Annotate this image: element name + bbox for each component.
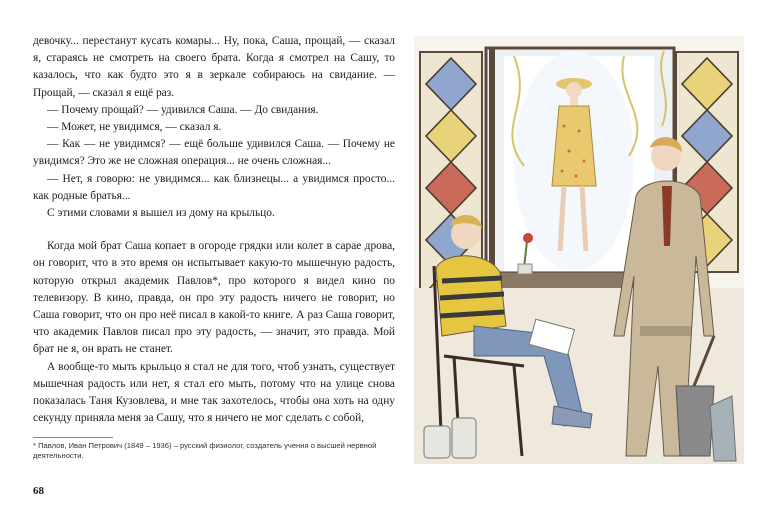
footnote-rule bbox=[33, 437, 113, 438]
paragraph: А вообще-то мыть крыльцо я стал не для того, чтоб узнать, существует мышечная радость или нет, я стал его мыть, потому что на улице снова показалась Таня Кузовлева, и мне так захотелось, чтобы она хоть на одну секунду приняла меня за Сашу, что я ничего не мог сделать с собой, bbox=[33, 360, 395, 425]
paragraph: С этими словами я вышел из дому на крыльцо. bbox=[47, 207, 275, 220]
paragraph: девочку... перестанут кусать комары... Ну, пока, Саша, прощай, — сказал я, стараясь не смотреть на своего брата. Когда я смотрел на Сашу, то казалось, что как будто это я в зеркале собираюсь на свидание. — Прощай, — сказал я ещё раз. bbox=[33, 35, 395, 99]
paragraph: — Нет, я говорю: не увидимся... как близнецы... а увидимся просто... как родные братья... bbox=[33, 172, 395, 202]
paragraph: — Как — не увидимся? — ещё больше удивился Саша. — Почему не увидимся? Это же не сложная операция... не очень сложная... bbox=[33, 138, 395, 168]
main-text bbox=[33, 33, 395, 427]
paragraph: — Почему прощай? — удивился Саша. — До свидания. bbox=[47, 103, 319, 116]
footnote-text: * Павлов, Иван Петрович (1849 – 1936) – русский физиолог, создатель учения о высшей нервной деятельности. bbox=[33, 441, 377, 461]
footnote bbox=[33, 437, 395, 461]
illustration-two-boys-window-girl bbox=[414, 36, 744, 464]
paragraph: Когда мой брат Саша копает в огороде грядки или колет в сарае дрова, он говорит, что в это время он испытывает какую-то мышечную радость, которую открыл академик Павлов*, про которого я видел кино по телевизору. В кино, правда, он про эту радость ничего не говорит, но Саша говорит, что он про неё писал в какой-то книге. А раз Саша говорит, что академик Павлов писал про эту радость, — значит, это правда. Мой брат не я, он врать не станет. bbox=[33, 240, 395, 356]
page-number: 68 bbox=[33, 485, 44, 497]
paragraph: — Может, не увидимся, — сказал я. bbox=[47, 121, 222, 134]
